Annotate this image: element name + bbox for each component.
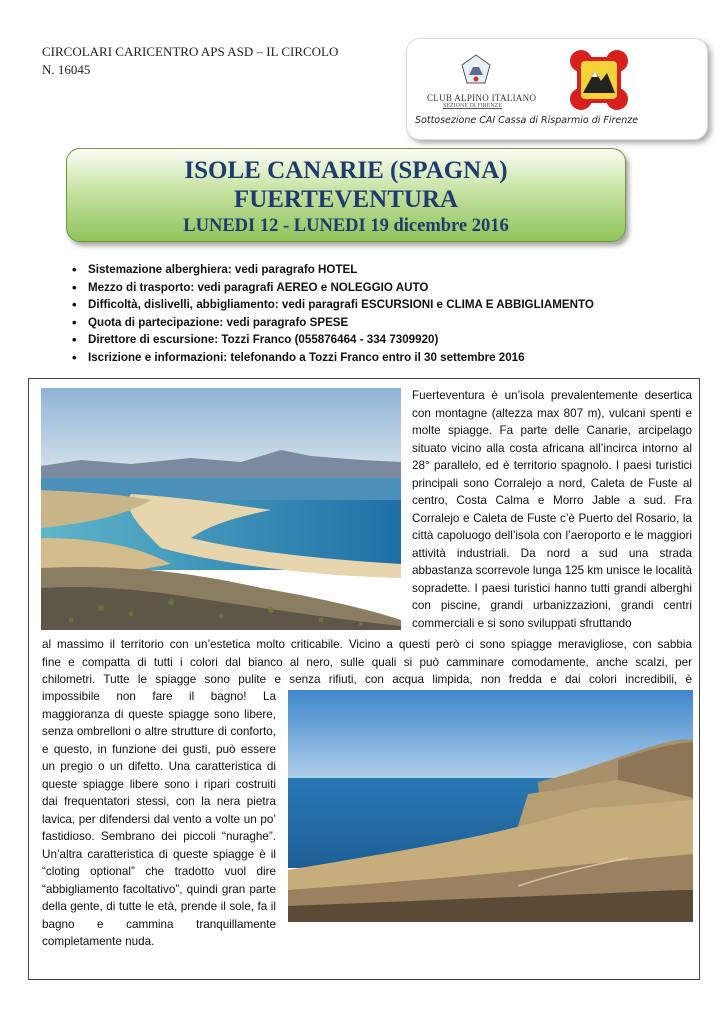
bullet-difficulty: • Difficoltà, dislivelli, abbigliamento: vedi paragrafi ESCURSIONI e CLIMA E ABBIGLIAMENTO: [70, 296, 594, 314]
title-banner: [66, 148, 626, 242]
full-line-2: fine e compatta di tutti i colori dal bianco al nero, sulle quali si può camminare comodamente, anche scalzi, per: [42, 655, 692, 669]
cai-name: CLUB ALPINO ITALIANO: [427, 93, 537, 103]
intro-paragraph: [412, 387, 692, 632]
bullet-price: • Quota di partecipazione: vedi paragrafo SPESE: [70, 314, 594, 332]
bullet-transport: • Mezzo di trasporto: vedi paragrafi AEREO e NOLEGGIO AUTO: [70, 279, 594, 297]
beach-photo: [41, 388, 401, 630]
title-line-1: ISOLE CANARIE (SPAGNA): [184, 157, 508, 184]
subsection-name: Sottosezione CAI Cassa di Risparmio di Firenze: [415, 115, 639, 126]
title-line-2: FUERTEVENTURA: [233, 186, 459, 213]
full-line-1: al massimo il territorio con un’estetica molto criticabile. Vicino a questi però ci sono spiagge meravigliose, con sabbia: [42, 638, 692, 651]
left-column-paragraph: [42, 688, 276, 951]
bullet-registration: • Iscrizione e informazioni: telefonando a Tozzi Franco entro il 30 settembre 2016: [70, 349, 594, 367]
bullet-hotel: • Sistemazione alberghiera: vedi paragrafo HOTEL: [70, 261, 594, 279]
coast-photo: [288, 690, 693, 922]
full-line-3: chilometri. Tutte le spiagge sono pulite e senza rifiuti, con acqua limpida, non fredda e dai colori incredibili, è: [42, 673, 692, 686]
bullet-director: • Direttore di escursione: Tozzi Franco (055876464 - 334 7309920): [70, 331, 594, 349]
circular-title: CIRCOLARI CARICENTRO APS ASD – IL CIRCOLO: [42, 44, 339, 59]
subsection-badge-icon: [569, 49, 629, 111]
cai-emblem-icon: [459, 53, 493, 87]
title-dates: LUNEDI 12 - LUNEDI 19 dicembre 2016: [183, 216, 509, 236]
circular-number: N. 16045: [42, 62, 91, 77]
left-column-text: impossibile non fare il bagno! La maggioranza di queste spiagge sono libere, senza ombrelloni o altre strutture di conforto, e questo, in funzione dei gusti, può essere un pregio o un difetto. Una caratteristica di queste spiagge libere sono i ripari costruiti dai frequentatori stessi, con la nera pietra lavica, per difendersi dal vento a volte un po’ fastidioso. Sembrano dei piccoli “nuraghe”. Un’altra caratteristica di queste spiagge è il “cloting optional” che tradotto vuol dire “abbigliamento facoltativo”, quindi gran parte della gente, di tutte le età, prende il sole, fa il bagno e cammina tranquillamente completamente nuda.: [42, 690, 276, 948]
info-bullet-list: [70, 261, 594, 367]
cai-section: SEZIONE DI FIRENZE: [443, 103, 502, 109]
logo-panel: [406, 38, 708, 140]
intro-text: Fuerteventura è un’isola prevalentemente desertica con montagne (altezza max 807 m), vulcani spenti e molte spiagge. Fa parte delle Canarie, arcipelago situato vicino alla costa africana all’incirca intorno al 28° parallelo, ed è territorio spagnolo. I paesi turistici principali sono Corralejo a nord, Caleta de Fuste al centro, Costa Calma e Morro Jable a sud. Fra Corralejo e Caleta de Fuste c’è Puerto del Rosario, la città capoluogo dell’isola con l’aeroporto e le maggiori attività industriali. Da nord a sud una strada abbastanza scorrevole lunga 125 km unisce le località sopradette. I paesi turistici hanno tutti grandi alberghi con piscine, grandi urbanizzazioni, grandi centri commerciali e si sono sviluppati sfruttando: [412, 389, 693, 630]
full-width-lines: [42, 636, 692, 689]
